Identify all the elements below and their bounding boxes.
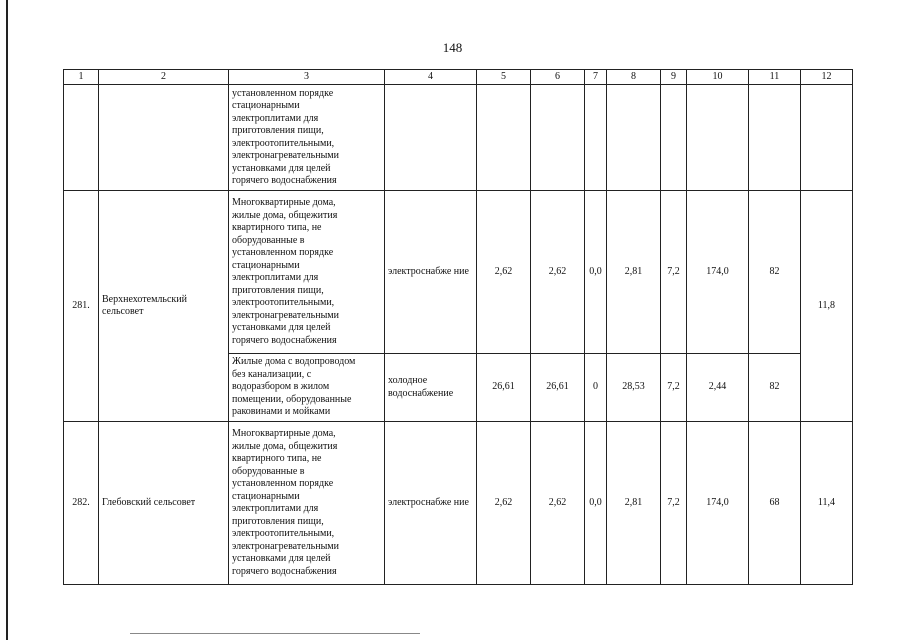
tariff-table [63, 69, 853, 585]
value-cell: 28,53 [607, 354, 661, 422]
consumer-description: установленном порядке стационарными электроплитами для приготовления пищи, электроотопительными, электронагревательными установками для целей горячего водоснабжения [229, 85, 385, 191]
value-cell: 2,62 [531, 191, 585, 354]
service-type: электроснабже ние [385, 422, 477, 585]
value-cell: 2,62 [531, 422, 585, 585]
header-cell: 5 [477, 70, 531, 85]
header-cell: 6 [531, 70, 585, 85]
value-cell: 7,2 [661, 422, 687, 585]
settlement-name: Верхнехотемльский сельсовет [99, 191, 229, 422]
header-cell: 4 [385, 70, 477, 85]
value-cell: 68 [749, 422, 801, 585]
consumer-description: Многоквартирные дома, жилые дома, общежития квартирного типа, не оборудованные в установленном порядке стационарными электроплитами для приготовления пищи, электроотопительными, электронагревательными установками для целей горячего водоснабжения [229, 422, 385, 585]
service-type: электроснабже ние [385, 191, 477, 354]
value-cell: 2,44 [687, 354, 749, 422]
value-cell: 2,81 [607, 422, 661, 585]
header-cell: 2 [99, 70, 229, 85]
header-cell: 11 [749, 70, 801, 85]
value-cell: 0,0 [585, 422, 607, 585]
value-cell: 174,0 [687, 191, 749, 354]
header-cell: 12 [801, 70, 853, 85]
value-cell: 82 [749, 191, 801, 354]
value-cell: 11,4 [801, 422, 853, 585]
value-cell: 26,61 [477, 354, 531, 422]
value-cell: 0,0 [585, 191, 607, 354]
row-number: 282. [64, 422, 99, 585]
table-row [64, 422, 853, 585]
header-cell: 7 [585, 70, 607, 85]
scan-artifact-line [130, 633, 420, 634]
header-cell: 9 [661, 70, 687, 85]
value-cell: 0 [585, 354, 607, 422]
continuation-row [64, 85, 853, 191]
header-cell: 1 [64, 70, 99, 85]
consumer-description: Жилые дома с водопроводом без канализации, с водоразбором в жилом помещении, оборудованные раковинами и мойками [229, 354, 385, 422]
value-cell: 7,2 [661, 354, 687, 422]
settlement-name: Глебовский сельсовет [99, 422, 229, 585]
page-edge-line [6, 0, 8, 640]
header-row [64, 70, 853, 85]
value-cell: 7,2 [661, 191, 687, 354]
value-cell: 2,62 [477, 422, 531, 585]
value-cell: 2,81 [607, 191, 661, 354]
table-row [64, 191, 853, 354]
value-cell: 2,62 [477, 191, 531, 354]
page-number: 148 [442, 40, 463, 55]
service-type: холодное водоснабжение [385, 354, 477, 422]
value-cell: 174,0 [687, 422, 749, 585]
header-cell: 3 [229, 70, 385, 85]
header-cell: 8 [607, 70, 661, 85]
consumer-description: Многоквартирные дома, жилые дома, общежития квартирного типа, не оборудованные в установленном порядке стационарными электроплитами для приготовления пищи, электроотопительными, электронагревательными установками для целей горячего водоснабжения [229, 191, 385, 354]
value-cell: 82 [749, 354, 801, 422]
header-cell: 10 [687, 70, 749, 85]
value-cell: 11,8 [801, 191, 853, 422]
row-number: 281. [64, 191, 99, 422]
value-cell: 26,61 [531, 354, 585, 422]
